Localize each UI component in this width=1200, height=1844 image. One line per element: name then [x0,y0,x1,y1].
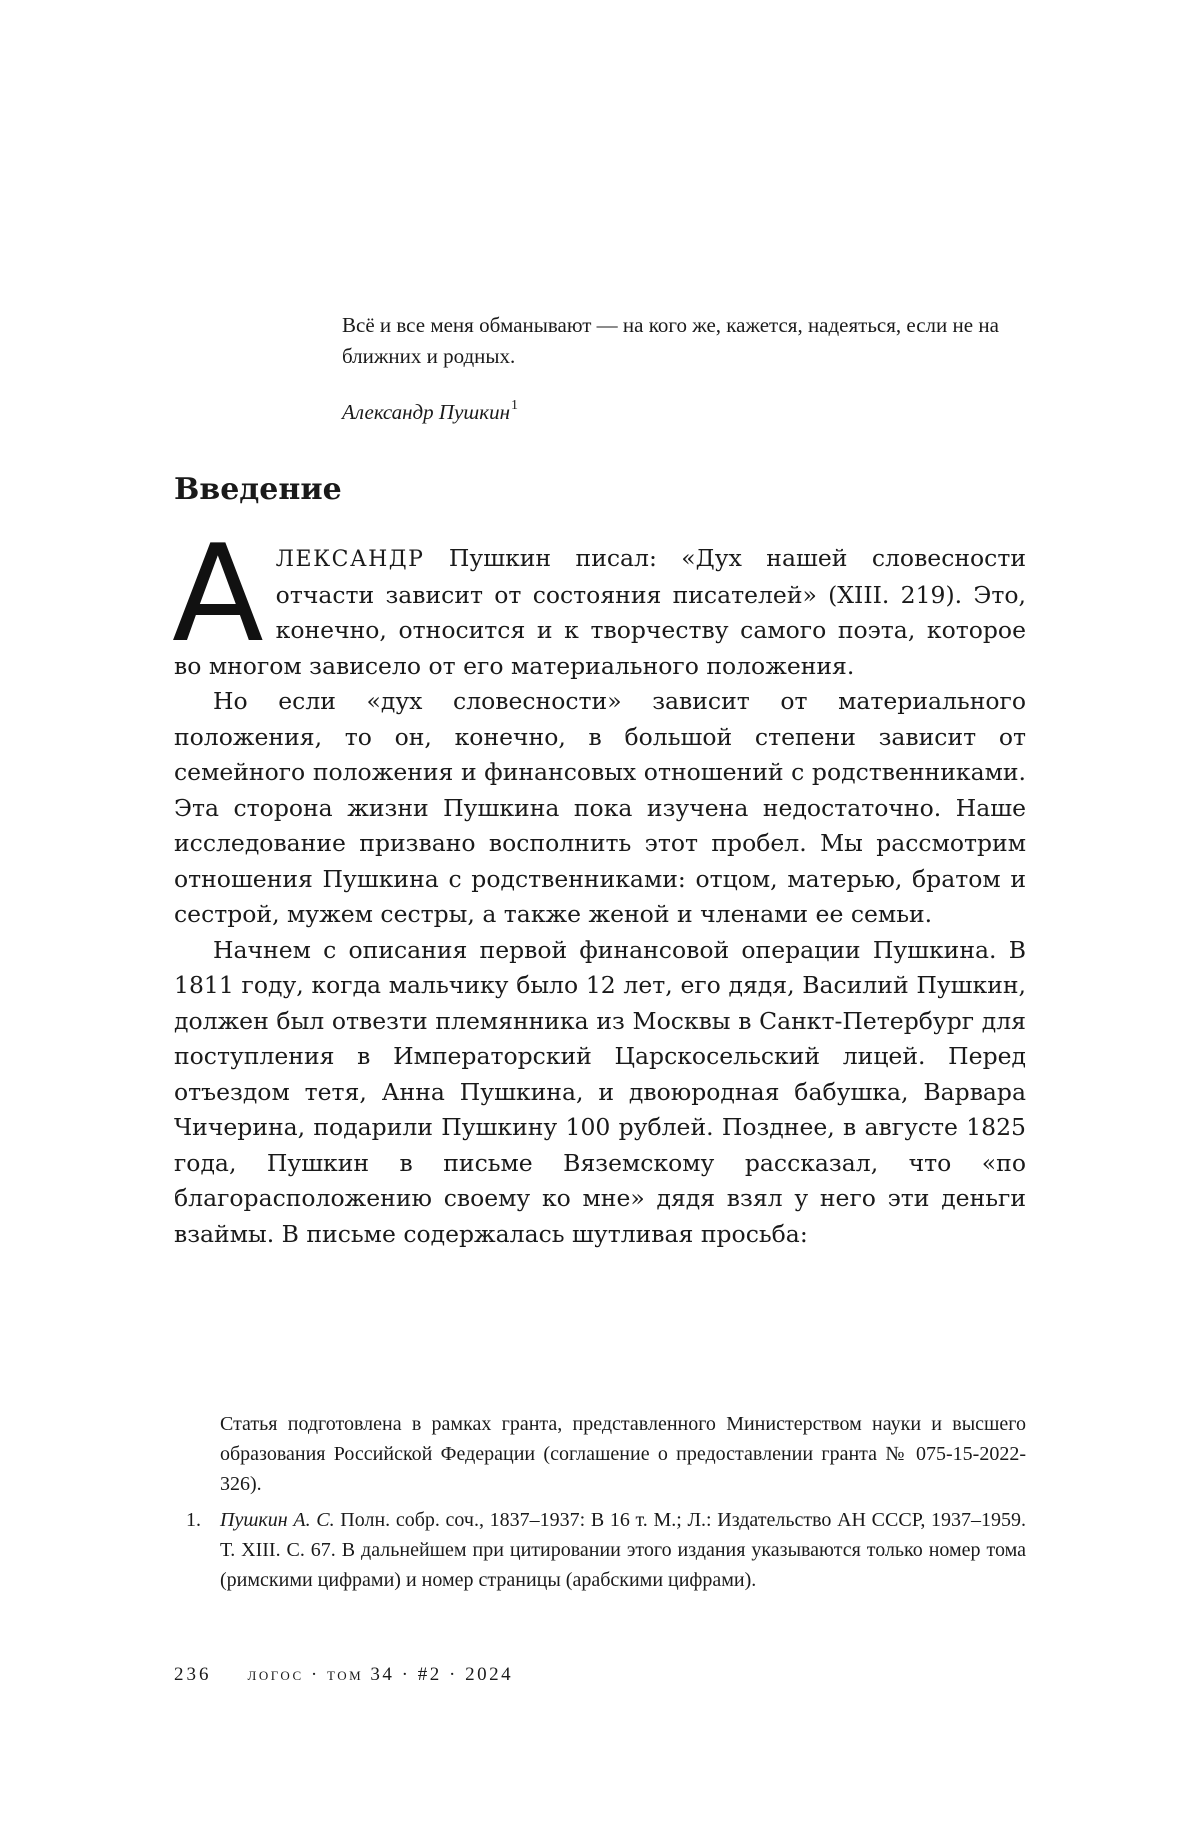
epigraph [342,310,1012,428]
lead-smallcaps: ЛЕКСАНДР [275,547,425,572]
page-number: 236 [174,1664,212,1685]
footnote-1-text: Полн. собр. соч., 1837–1937: В 16 т. М.; Л.: Издательство АН СССР, 1937–1959. Т. XIII. С. 67. В дальнейшем при цитировании этого издания указываются только номер тома (римскими цифрами) и номер страницы (арабскими цифрами). [220,1509,1026,1591]
footnote-1-author: Пушкин А. С. [220,1509,335,1531]
footnote-1 [186,1505,1026,1595]
article-body [172,516,1026,1252]
paragraph-1-text: Пушкин писал: «Дух нашей словесности отчасти зависит от состояния писателей» (XIII. 219). Это, конечно, относится и к творчеству самого поэта, которое во многом зависело от его материального положения. [174,544,1026,680]
footnote-1-number: 1. [186,1509,201,1531]
paragraph-2: Но если «дух словесности» зависит от материального положения, то он, конечно, в большой степени зависит от семейного положения и финансовых отношений с родственниками. Эта сторона жизни Пушкина пока изучена недостаточно. Наше исследование призвано восполнить этот пробел. Мы рассмотрим отношения Пушкина с родственниками: отцом, матерью, братом и сестрой, мужем сестры, а также женой и членами ее семьи. [174,687,1026,928]
paragraph-3: Начнем с описания первой финансовой операции Пушкина. В 1811 году, когда мальчику было 12 лет, его дядя, Василий Пушкин, должен был отвезти племянника из Москвы в Санкт-Петербург для поступления в Императорский Царскосельский лицей. Перед отъездом тетя, Анна Пушкина, и двоюродная бабушка, Варвара Чичерина, подарили Пушкину 100 рублей. Позднее, в августе 1825 года, Пушкин в письме Вяземскому рассказал, что «по благорасположению своему ко мне» дядя взял у него эти деньги взаймы. В письме содержалась шутливая просьба: [174,935,1026,1248]
grant-note: Статья подготовлена в рамках гранта, представленного Министерством науки и высшего образования Российской Федерации (соглашение о предоставлении гранта № 075-15-2022-326). [220,1413,1026,1495]
epigraph-text: Всё и все меня обманывают — на кого же, кажется, надеяться, если не на ближних и родных. [342,313,999,368]
journal-info: логос · том 34 · #2 · 2024 [247,1664,514,1685]
epigraph-author-line [342,392,1012,428]
drop-cap: А [172,516,264,672]
running-footer [174,1662,513,1688]
section-title: Введение [174,472,342,507]
epigraph-author: Александр Пушкин [342,400,510,424]
footnote-ref-1[interactable]: 1 [511,398,518,413]
footnotes [186,1409,1026,1595]
paragraph-1 [172,516,1026,684]
